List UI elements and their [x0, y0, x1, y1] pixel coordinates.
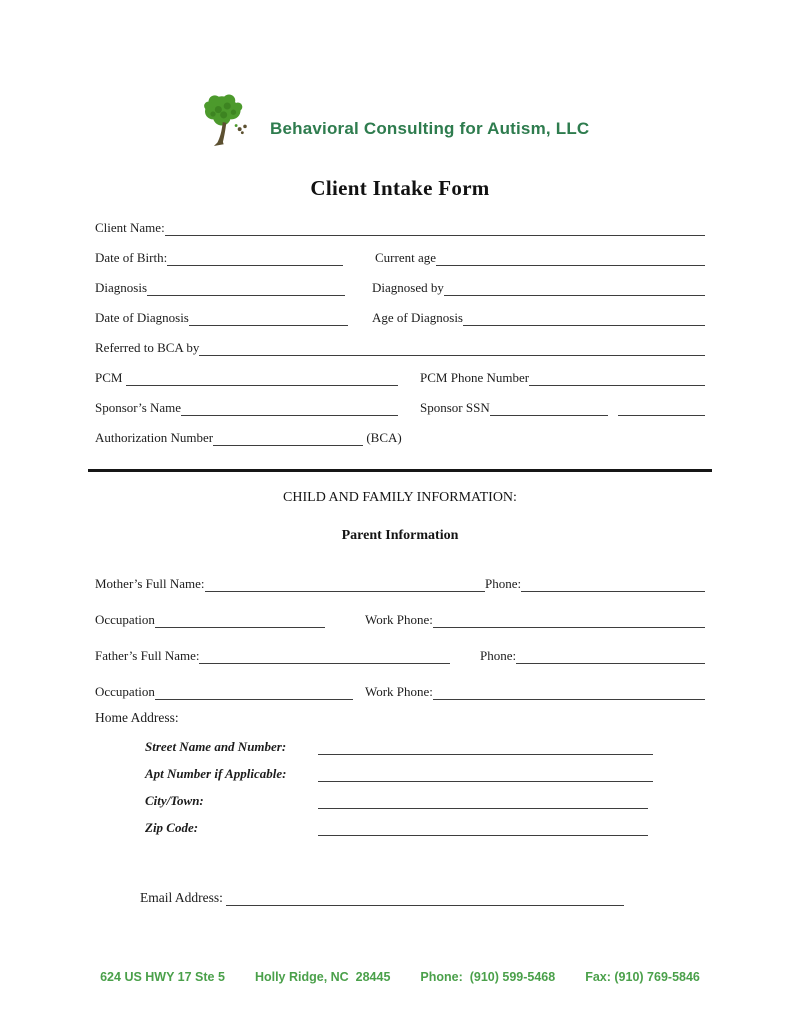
client-name-row: [95, 206, 705, 236]
pcm-row: [95, 356, 705, 386]
age-of-diagnosis-blank: [463, 309, 705, 326]
mother-phone-label: Phone:: [485, 576, 522, 591]
sponsor-ssn-gap: [608, 400, 618, 416]
city-row: [95, 782, 705, 809]
mother-name-blank: [205, 575, 485, 592]
father-occupation-row: [95, 664, 705, 700]
client-name-label: Client Name:: [95, 220, 165, 235]
mother-row: [95, 556, 705, 592]
parent-information-title: Parent Information: [341, 528, 459, 543]
email-row: [140, 888, 624, 906]
sponsor-row: [95, 386, 705, 416]
footer-street-address: 624 US HWY 17 Ste 5: [100, 970, 225, 984]
sponsor-name-pair: [95, 399, 420, 416]
city-label: City/Town:: [145, 793, 204, 808]
mother-occupation-pair: [95, 611, 365, 628]
age-of-diagnosis-label: Age of Diagnosis: [372, 310, 463, 325]
section-divider: [88, 469, 712, 472]
diagnosed-by-blank: [444, 279, 705, 296]
authorization-blank: [213, 429, 363, 446]
authorization-label: Authorization Number: [95, 430, 214, 445]
street-blank: [318, 738, 653, 755]
pcm-phone-blank: [529, 369, 705, 386]
dob-age-row: [95, 236, 705, 266]
mother-occupation-label: Occupation: [95, 612, 155, 627]
sponsor-ssn-label: Sponsor SSN: [420, 400, 490, 415]
dob-pair: [95, 249, 375, 266]
sponsor-ssn-blank-1: [490, 399, 608, 416]
mother-phone-blank: [521, 575, 705, 592]
tree-logo-icon: [202, 90, 256, 154]
client-name-blank: [165, 219, 705, 236]
sponsor-name-label: Sponsor’s Name: [95, 400, 182, 415]
email-blank: [226, 889, 624, 906]
zip-label: Zip Code:: [145, 820, 199, 835]
father-work-phone-label: Work Phone:: [365, 684, 433, 699]
child-family-section-title: CHILD AND FAMILY INFORMATION:: [283, 490, 517, 505]
father-phone-label: Phone:: [480, 648, 517, 663]
father-occupation-blank: [155, 683, 353, 700]
date-of-birth-blank: [167, 249, 343, 266]
diagnosis-label: Diagnosis: [95, 280, 147, 295]
zip-blank: [318, 819, 648, 836]
father-occupation-pair: [95, 683, 365, 700]
mother-name-pair: [95, 575, 485, 592]
pcm-pair: [95, 369, 420, 386]
email-label: Email Address:: [140, 890, 227, 905]
father-work-phone-blank: [433, 683, 705, 700]
diagnosis-blank: [147, 279, 345, 296]
father-occupation-label: Occupation: [95, 684, 155, 699]
date-of-diagnosis-pair: [95, 309, 372, 326]
apt-label: Apt Number if Applicable:: [145, 766, 287, 781]
father-name-label: Father’s Full Name:: [95, 648, 200, 663]
date-of-birth-label: Date of Birth:: [95, 250, 168, 265]
date-of-diagnosis-label: Date of Diagnosis: [95, 310, 189, 325]
pcm-blank: [126, 369, 398, 386]
footer-fax: Fax: (910) 769-5846: [585, 970, 700, 984]
mother-occupation-row: [95, 592, 705, 628]
footer: [0, 970, 800, 984]
sponsor-name-blank: [181, 399, 398, 416]
footer-phone: Phone: (910) 599-5468: [420, 970, 556, 984]
home-address-heading: Home Address:: [95, 710, 179, 725]
diagnosis-pair: [95, 279, 372, 296]
father-row: [95, 628, 705, 664]
diagnosed-by-label: Diagnosed by: [372, 280, 444, 295]
pcm-label: PCM: [95, 370, 126, 385]
father-phone-blank: [516, 647, 705, 664]
city-blank: [318, 792, 648, 809]
pcm-phone-label: PCM Phone Number: [420, 370, 530, 385]
mother-name-label: Mother’s Full Name:: [95, 576, 205, 591]
street-row: [95, 728, 705, 755]
form-title: Client Intake Form: [310, 176, 490, 200]
diagnosis-row: [95, 266, 705, 296]
current-age-label: Current age: [375, 250, 437, 265]
footer-city-state-zip: Holly Ridge, NC 28445: [254, 970, 391, 984]
zip-row: [95, 809, 705, 836]
father-name-blank: [199, 647, 450, 664]
home-address-section: [95, 708, 705, 836]
father-name-pair: [95, 647, 480, 664]
referred-blank: [199, 339, 705, 356]
date-of-diagnosis-blank: [189, 309, 348, 326]
sponsor-ssn-blank-2: [618, 399, 705, 416]
referred-row: [95, 326, 705, 356]
mother-occupation-blank: [155, 611, 325, 628]
company-name: Behavioral Consulting for Autism, LLC: [270, 119, 590, 138]
mother-work-phone-label: Work Phone:: [365, 612, 433, 627]
apt-blank: [318, 765, 653, 782]
authorization-suffix: (BCA): [363, 430, 402, 445]
intake-section: [95, 206, 705, 446]
street-label: Street Name and Number:: [145, 739, 287, 754]
referred-label: Referred to BCA by: [95, 340, 200, 355]
date-of-diagnosis-row: [95, 296, 705, 326]
apt-row: [95, 755, 705, 782]
mother-work-phone-blank: [433, 611, 705, 628]
authorization-row: [95, 416, 705, 446]
parent-information-section: [95, 556, 705, 700]
current-age-blank: [436, 249, 705, 266]
